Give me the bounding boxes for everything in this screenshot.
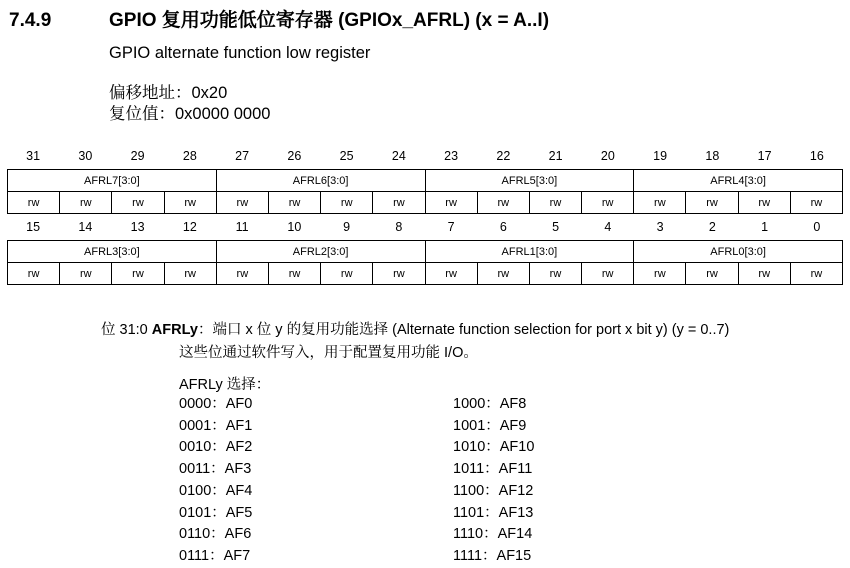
bit-number: 29 [130,149,145,163]
list-item: 0000：AF0 [179,396,253,412]
access-cell: rw [216,192,268,214]
list-item: 1110：AF14 [453,526,533,543]
list-item: 1010：AF10 [453,439,535,456]
list-item: 1000：AF8 [453,396,527,412]
access-cell: rw [268,263,320,285]
register-field: AFRL4[3:0] [634,170,843,192]
access-cell: rw [738,192,790,214]
access-cell: rw [477,192,529,214]
bit-number: 12 [182,220,197,234]
access-cell: rw [112,263,164,285]
bit-number: 10 [287,220,302,234]
list-item: 0001：AF1 [179,417,253,434]
register-table-high [7,169,843,214]
register-english-name: GPIO alternate function low register [109,44,371,62]
bit-number: 14 [78,220,93,234]
register-table-low [7,240,843,285]
access-cell: rw [582,263,634,285]
bit-number: 27 [235,149,250,163]
register-field: AFRL6[3:0] [216,170,425,192]
bit-number: 26 [287,149,302,163]
af-list-left [179,394,252,568]
bit-number: 18 [705,149,720,163]
access-cell: rw [8,192,60,214]
bit-number: 21 [548,149,563,163]
list-item: 0100：AF4 [179,482,253,499]
bit-numbers-high [7,149,843,163]
list-item: 1001：AF9 [453,417,527,434]
field-row-high [8,170,843,192]
access-cell: rw [425,192,477,214]
section-title: GPIO 复用功能低位寄存器 (GPIOx_AFRL) (x = A..I) [109,10,550,31]
af-list-right [453,394,534,568]
bit-number: 13 [130,220,145,234]
access-cell: rw [60,192,112,214]
access-cell: rw [164,192,216,214]
bit-number: 8 [395,220,403,234]
register-field: AFRL5[3:0] [425,170,634,192]
access-cell: rw [582,192,634,214]
bit-number: 1 [761,220,769,234]
list-item: 1111：AF15 [453,547,532,564]
bit-range: 位 31:0 [101,322,148,338]
access-cell: rw [321,263,373,285]
access-cell: rw [164,263,216,285]
list-item: 0101：AF5 [179,504,253,521]
access-cell: rw [634,263,686,285]
list-item: 1100：AF12 [453,482,534,499]
field-name: AFRLy [151,322,198,338]
bit-number: 28 [182,149,197,163]
access-cell: rw [634,192,686,214]
access-cell: rw [8,263,60,285]
section-number: 7.4.9 [9,10,52,31]
access-cell: rw [112,192,164,214]
access-cell: rw [790,192,842,214]
bit-number: 17 [757,149,772,163]
bit-number: 5 [552,220,560,234]
bit-number: 31 [26,149,41,163]
list-item: 1101：AF13 [453,504,534,521]
reset-value: 复位值：0x0000 0000 [109,105,271,123]
field-description: ：端口 x 位 y 的复用功能选择 (Alternate function selection for port x bit y) (y = 0..7) [197,322,730,338]
list-item: 0110：AF6 [179,526,252,543]
register-field: AFRL3[3:0] [8,241,217,263]
access-cell: rw [321,192,373,214]
bit-number: 6 [499,220,507,234]
access-cell: rw [477,263,529,285]
bit-number: 11 [235,220,249,234]
access-cell: rw [373,192,425,214]
bit-number: 2 [708,220,716,234]
access-cell: rw [268,192,320,214]
bit-number: 0 [813,220,821,234]
access-cell: rw [686,192,738,214]
list-item: 0010：AF2 [179,439,253,456]
register-field: AFRL7[3:0] [8,170,217,192]
access-cell: rw [216,263,268,285]
access-cell: rw [529,192,581,214]
access-cell: rw [790,263,842,285]
bit-number: 20 [600,149,615,163]
bit-number: 3 [656,220,664,234]
list-item: 0011：AF3 [179,461,252,478]
bit-number: 22 [496,149,511,163]
access-cell: rw [373,263,425,285]
bit-number: 4 [604,220,612,234]
bit-numbers-low [7,220,843,234]
bit-number: 16 [809,149,824,163]
bit-number: 19 [653,149,668,163]
list-item: 0111：AF7 [179,547,251,564]
section-heading [9,5,549,32]
access-row-high [8,192,843,214]
bit-description [101,318,729,339]
access-cell: rw [738,263,790,285]
access-cell: rw [60,263,112,285]
access-cell: rw [425,263,477,285]
list-item: 1011：AF11 [453,461,533,478]
access-cell: rw [529,263,581,285]
bit-description-line2: 这些位通过软件写入，用于配置复用功能 I/O。 [179,345,478,361]
field-row-low [8,241,843,263]
bit-number: 24 [391,149,406,163]
register-field: AFRL0[3:0] [634,241,843,263]
bit-number: 25 [339,149,354,163]
access-cell: rw [686,263,738,285]
bit-number: 15 [26,220,41,234]
register-field: AFRL2[3:0] [216,241,425,263]
offset-address: 偏移地址：0x20 [109,84,228,102]
access-row-low [8,263,843,285]
register-field: AFRL1[3:0] [425,241,634,263]
af-list-heading: AFRLy 选择： [179,377,271,393]
bit-number: 30 [78,149,93,163]
bit-number: 23 [444,149,459,163]
bit-number: 9 [343,220,351,234]
bit-number: 7 [447,220,455,234]
